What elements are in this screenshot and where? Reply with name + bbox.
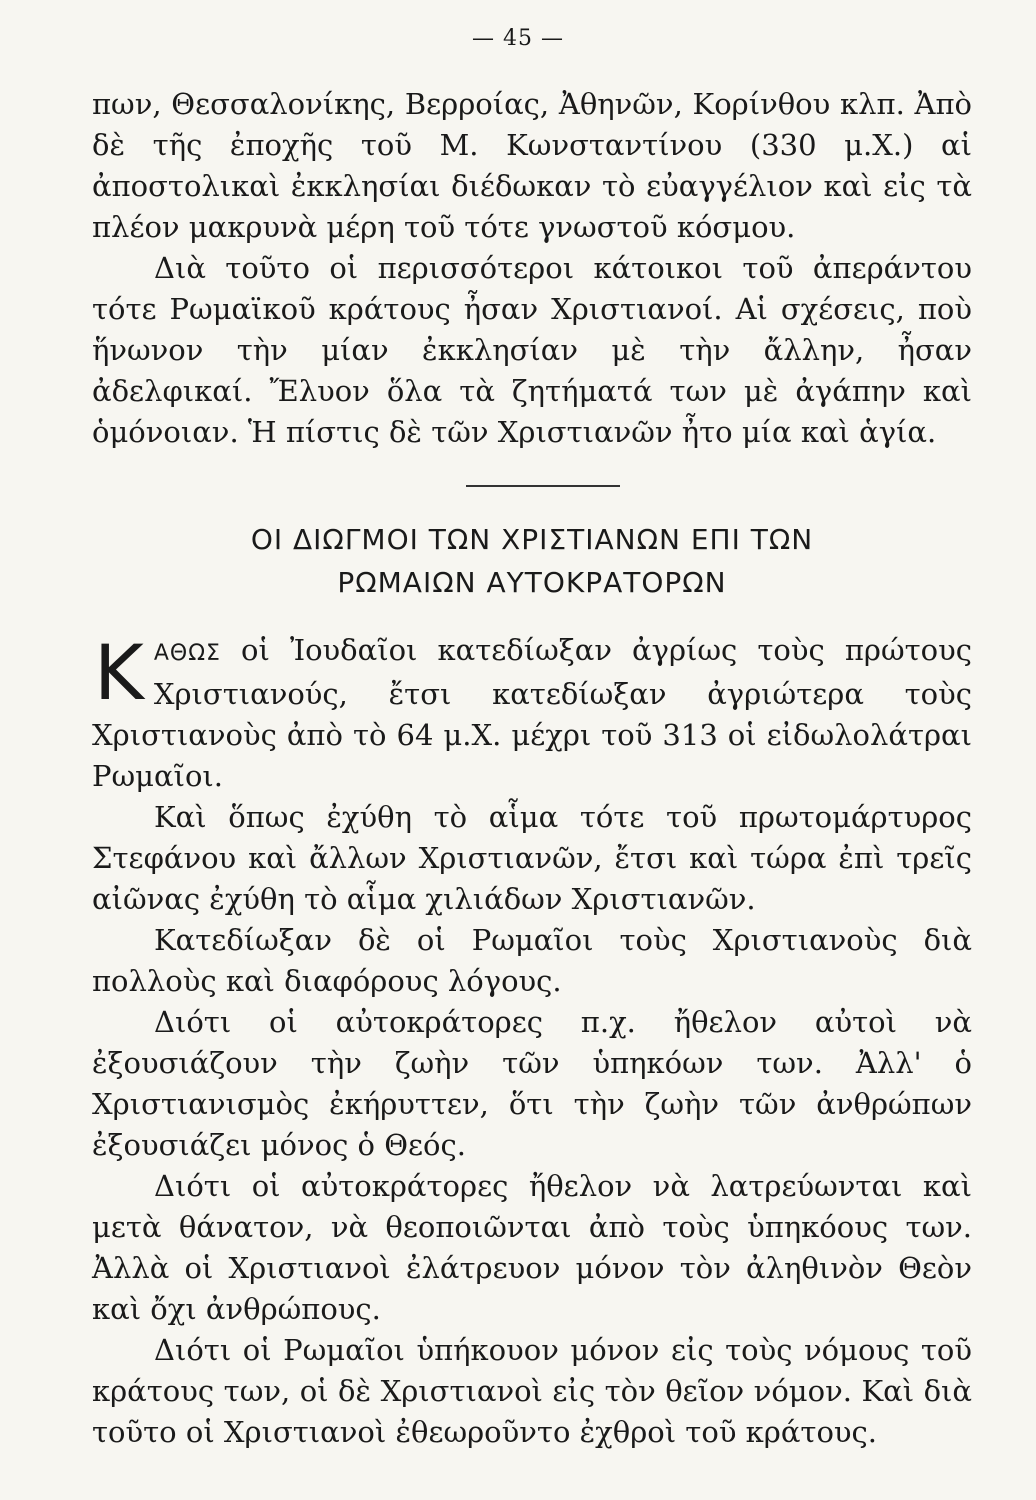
section-heading [92,518,972,604]
drop-cap: Κ [94,628,144,717]
body-text [92,630,972,1453]
first-paragraph [92,630,972,797]
intro-text [92,84,972,453]
body-paragraph: Διότι οἱ αὐτοκράτορες ἤθελον νὰ λατρεύωνται καὶ μετὰ θάνατον, νὰ θεοποιῶνται ἀπὸ τοὺς ὑπηκόους των. Ἀλλὰ οἱ Χριστιανοὶ ἐλάτρευον μόνον τὸν ἀληθινὸν Θεὸν καὶ ὄχι ἀνθρώπους. [92,1169,972,1326]
section-heading-line: ΡΩΜΑΙΩΝ ΑΥΤΟΚΡΑΤΟΡΩΝ [337,566,727,599]
intro-paragraph: Διὰ τοῦτο οἱ περισσότεροι κάτοικοι τοῦ ἀπεράντου τότε Ρωμαϊκοῦ κράτους ἦσαν Χριστιανοί. Αἱ σχέσεις, ποὺ ἥνωνον τὴν μίαν ἐκκλησίαν μὲ τὴν ἄλλην, ἦσαν ἀδελφικαί. Ἔλυον ὅλα τὰ ζητήματά των μὲ ἀγάπην καὶ ὁμόνοιαν. Ἡ πίστις δὲ τῶν Χριστιανῶν ἦτο μία καὶ ἁγία. [92,251,972,449]
section-divider [466,485,620,487]
body-paragraph: Καὶ ὅπως ἐχύθη τὸ αἷμα τότε τοῦ πρωτομάρτυρος Στεφάνου καὶ ἄλλων Χριστιανῶν, ἔτσι καὶ τώρα ἐπὶ τρεῖς αἰῶνας ἐχύθη τὸ αἷμα χιλιάδων Χριστιανῶν. [92,800,972,916]
first-paragraph-text: οἱ Ἰουδαῖοι κατεδίωξαν ἀγρίως τοὺς πρώτους Χριστιανούς, ἔτσι κατεδίωξαν ἀγριώτερα τοὺς Χριστιανοὺς ἀπὸ τὸ 64 μ.Χ. μέχρι τοῦ 313 οἱ εἰδωλολάτραι Ρωμαῖοι. [92,633,972,793]
section-heading-line: ΟΙ ΔΙΩΓΜΟΙ ΤΩΝ ΧΡΙΣΤΙΑΝΩΝ ΕΠΙ ΤΩΝ [250,523,814,556]
intro-paragraph: πων, Θεσσαλονίκης, Βερροίας, Ἀθηνῶν, Κορίνθου κλπ. Ἀπὸ δὲ τῆς ἐποχῆς τοῦ Μ. Κωνσταντίνου (330 μ.Χ.) αἱ ἀποστολικαὶ ἐκκλησίαι διέδωκαν τὸ εὐαγγέλιον καὶ εἰς τὰ πλέον μακρυνὰ μέρη τοῦ τότε γνωστοῦ κόσμου. [92,87,972,244]
body-paragraph: Κατεδίωξαν δὲ οἱ Ρωμαῖοι τοὺς Χριστιανοὺς διὰ πολλοὺς καὶ διαφόρους λόγους. [92,923,972,998]
body-paragraph: Διότι οἱ Ρωμαῖοι ὑπήκουον μόνον εἰς τοὺς νόμους τοῦ κράτους των, οἱ δὲ Χριστιανοὶ εἰς τὸν θεῖον νόμον. Καὶ διὰ τοῦτο οἱ Χριστιανοὶ ἐθεωροῦντο ἐχθροὶ τοῦ κράτους. [92,1333,972,1449]
first-word: ΑΘΩΣ [153,641,221,666]
body-paragraph: Διότι οἱ αὐτοκράτορες π.χ. ἤθελον αὐτοὶ νὰ ἐξουσιάζουν τὴν ζωὴν τῶν ὑπηκόων των. Ἀλλ' ὁ Χριστιανισμὸς ἐκήρυττεν, ὅτι τὴν ζωὴν τῶν ἀνθρώπων ἐξουσιάζει μόνος ὁ Θεός. [92,1005,972,1162]
page-number: — 45 — [472,26,564,51]
